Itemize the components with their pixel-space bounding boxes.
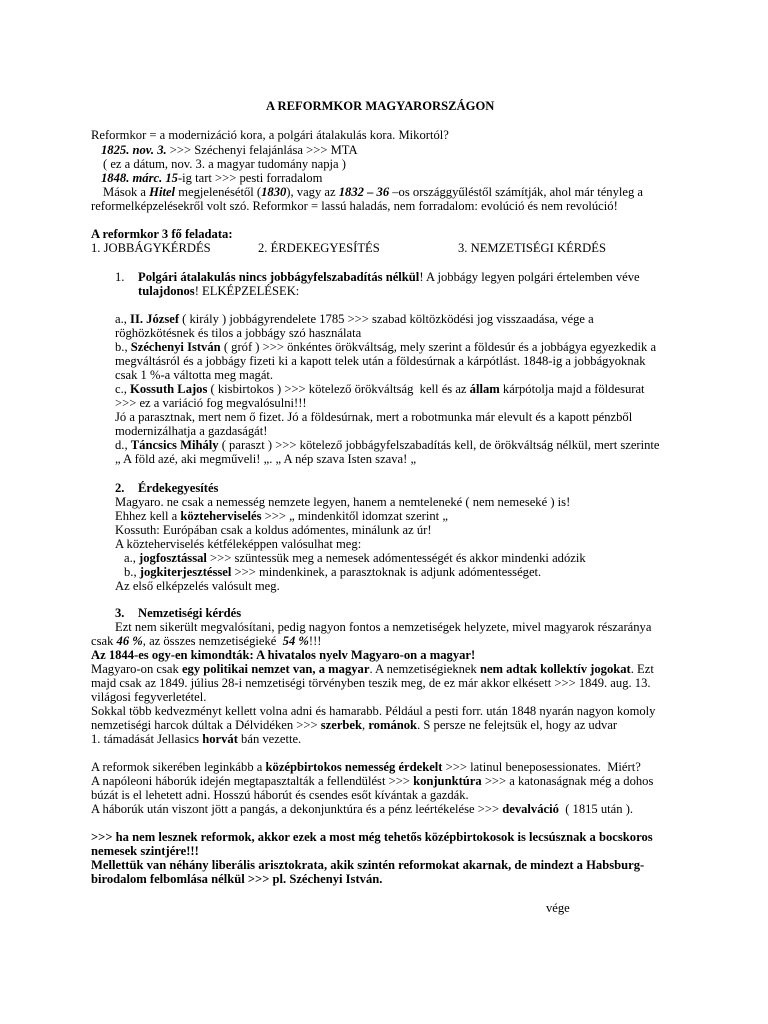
s1-a-rest: ( király ) jobbágyrendelete 1785 >>> szabad költözködési jog visszaadása, vége a [179,312,594,326]
s1-c-line-4: modernizálhatja a gazdaságát! [115,424,268,438]
s1-a-line-2: röghözkötésnek és tilos a jobbágy szó használata [115,326,362,340]
s1-d-name: Táncsics Mihály [130,438,219,452]
s1-c-rest: kárpótolja majd a földesurat [499,382,645,396]
closing-line-2: nemesek szintjére!!! [91,844,199,858]
s4-line-4 [91,802,633,817]
s3-line-1: Ezt nem sikerült megvalósítani, pedig nagyon fontos a nemzetiségek helyzete, mivel magyarok részaránya [115,620,652,634]
s3-line-8 [91,718,617,733]
s1-d-line-2: „ A föld azé, aki megműveli! „. „ A nép szava Isten szava! „ [115,452,417,466]
s3-l2-b: , az összes nemzetiségieké [142,634,283,648]
intro-line-4 [101,171,322,186]
s2-jogfosztassal: jogfosztással [139,551,207,565]
s2-line-7: Az első elképzelés valósult meg. [115,579,280,593]
s4-l1-bold: középbirtokos nemesség érdekelt [265,760,443,774]
s3-l4-bold-1: egy politikai nemzet van, a magyar [181,662,370,676]
intro-line-5 [103,185,643,200]
s1-line-2-rest: ! ELKÉPZELÉSEK: [194,284,300,298]
s1-c-allam: állam [469,382,500,396]
s3-line-6: világosi fegyverletétel. [91,690,207,704]
s1-a-prefix: a., [115,312,131,326]
s1-b-line-3: csak 1 %-a váltotta meg magát. [115,368,274,382]
intro-l5-a: Mások a [103,185,150,199]
s1-number: 1. [115,270,125,284]
s4-l4-a: A háborúk után viszont jött a pangás, a dekonjunktúra és a pénz leértékelése >>> [91,802,503,816]
tasks-heading: A reformkor 3 fő feladata: [91,227,233,241]
intro-l5-d: –os országgyűléstől számítják, ahol már tényleg a [389,185,644,199]
s2-l2-rest: >>> „ mindenkitől idomzat szerint „ [261,509,448,523]
s2-heading: Érdekegyesítés [138,481,219,495]
s1-b-rest: ( gróf ) >>> önkéntes örökváltság, mely szerint a földesúr és a jobbágya egyezkedik a [220,340,657,354]
s3-horvat: horvát [202,732,238,746]
s2-line-2 [115,509,448,524]
intro-line-6: reformelképzelésekről volt szó. Reformkor = lassú haladás, nem forradalom: evolúció és nem revolúció! [91,199,618,213]
s1-heading-bold: Polgári átalakulás nincs jobbágyfelszabadítás nélkül [138,270,420,284]
intro-span-1832: 1832 – 36 [338,185,390,199]
page-title: A REFORMKOR MAGYARORSZÁGON [266,99,495,113]
s1-line-1-rest: ! A jobbágy legyen polgári értelemben véve [419,270,640,284]
s3-line-3: Az 1844-es ogy-en kimondták: A hivatalos nyelv Magyaro-on a magyar! [91,648,476,662]
s3-l8-c: , [362,718,369,732]
task-3: 3. NEMZETISÉGI KÉRDÉS [458,241,606,255]
s4-konjunktura: konjunktúra [413,774,482,788]
s2-jogkiterjesztessel: jogkiterjesztéssel [139,565,232,579]
s1-c-line-1 [115,382,645,397]
s3-romanok: románok [368,718,418,732]
s2-l2-prefix: Ehhez kell a [115,509,181,523]
s4-l1-a: A reformok sikerében leginkább a [91,760,266,774]
end-label: vége [546,901,570,915]
s1-c-prefix: c., [115,382,131,396]
s1-b-line-1 [115,340,656,355]
intro-hitel: Hitel [149,185,176,199]
task-1: 1. JOBBÁGYKÉRDÉS [91,241,211,255]
s1-line-1 [138,270,640,285]
s3-l8-a: nemzetiségi harcok dúltak a Délvidéken >>> [91,718,321,732]
s2-line-3: Kossuth: Európában csak a koldus adómentes, minálunk az úr! [115,523,432,537]
s2-number: 2. [115,481,125,495]
s2-line-4: A közteherviselés kétféleképpen valósulhat meg: [115,537,362,551]
intro-year-1830: 1830 [261,185,287,199]
s2-b-prefix: b., [124,565,140,579]
s1-d-line-1 [115,438,660,453]
s4-l2-c: >>> a katonaságnak még a dohos [481,774,654,788]
s2-a-prefix: a., [124,551,140,565]
s2-b-rest: >>> mindenkinek, a parasztoknak is adjunk adómentességet. [231,565,542,579]
s3-line-2 [91,634,321,649]
s3-line-9 [91,732,301,747]
s3-l9-c: bán vezette. [237,732,302,746]
s3-l4-d: . Ezt [630,662,654,676]
s4-l2-a: A napóleoni háborúk idején megtapasztalták a fellendülést >>> [91,774,414,788]
s3-szerbek: szerbek [320,718,363,732]
closing-line-3: Mellettük van néhány liberális arisztokrata, akik szintén reformokat akarnak, de mindezt a Habsburg- [91,858,645,872]
s3-l2-c: !!! [308,634,322,648]
s1-a-line-1 [115,312,594,327]
s1-c-line-2: >>> ez a variáció fog megvalósulni!!! [115,396,307,410]
s1-a-name: II. József [130,312,180,326]
s2-a-rest: >>> szüntessük meg a nemesek adómentességét és akkor mindenki adózik [206,551,586,565]
s1-tulajdonos: tulajdonos [138,284,195,298]
closing-line-4: birodalom felbomlása nélkül >>> pl. Széchenyi István. [91,872,383,886]
intro-date-1825: 1825. nov. 3. [101,143,167,157]
s3-l4-bold-2: nem adtak kollektív jogokat [479,662,631,676]
s4-line-2 [91,774,653,789]
s3-line-5: majd csak az 1849. július 28-i nemzetiségi törvényben teszik meg, de ez már akkor elkésett >>> 1849. aug. 13. [91,676,651,690]
s1-b-name: Széchenyi István [130,340,221,354]
s3-l8-d: . S persze ne felejtsük el, hogy az udvar [417,718,618,732]
s3-heading: Nemzetiségi kérdés [138,606,242,620]
s3-l9-a: 1. támadását Jellasics [91,732,203,746]
s3-line-7: Sokkal több kedvezményt kellett volna adni és hamarabb. Például a pesti forr. után 1848 nyarán nagyon komoly [91,704,656,718]
s3-line-4 [91,662,654,677]
s4-l4-c: ( 1815 után ). [558,802,634,816]
s2-b-line [124,565,541,580]
closing-line-1: >>> ha nem lesznek reformok, akkor ezek a most még tehetős középbirtokosok is lecsúsznak a bocskoros [91,830,653,844]
intro-line-2-text: >>> Széchenyi felajánlása >>> MTA [166,143,358,157]
s1-b-line-2: megváltásról és a jobbágy fizeti ki a kapott telek után a földesúrnak a kárpótlást. 1848-ig a jobbágyoknak [115,354,646,368]
s3-l4-a: Magyaro-on csak [91,662,182,676]
s4-line-3: búzát is el lehetett adni. Hosszú háborút és csendes esőt kívántak a gazdák. [91,788,469,802]
intro-line-3: ( ez a dátum, nov. 3. a magyar tudomány napja ) [103,157,346,171]
s3-number: 3. [115,606,125,620]
s1-b-prefix: b., [115,340,131,354]
s3-l2-a: csak [91,634,117,648]
intro-l5-b: megjelenésétől ( [175,185,262,199]
intro-line-4-text: -ig tart >>> pesti forradalom [177,171,323,185]
s1-c-mid: ( kisbirtokos ) >>> kötelező örökváltság kell és az [207,382,470,396]
s4-l1-c: >>> latinul beneposessionates. Miért? [442,760,641,774]
intro-line-2 [101,143,358,158]
s4-line-1 [91,760,641,775]
s1-c-line-3: Jó a parasztnak, mert nem ő fizet. Jó a földesúrnak, mert a robotmunka már elevult és a kapott pénzből [115,410,633,424]
s2-a-line [124,551,586,566]
s2-line-1: Magyaro. ne csak a nemesség nemzete legyen, hanem a nemteleneké ( nem nemeseké ) is! [115,495,571,509]
s3-pct-46: 46 % [116,634,143,648]
intro-l5-c: ), vagy az [286,185,339,199]
intro-date-1848: 1848. márc. 15 [101,171,178,185]
intro-line-1: Reformkor = a modernizáció kora, a polgári átalakulás kora. Mikortól? [91,128,449,142]
s3-pct-54: 54 % [282,634,309,648]
s1-line-2 [138,284,299,299]
s1-c-name: Kossuth Lajos [130,382,208,396]
s1-d-prefix: d., [115,438,131,452]
s3-l4-c: . A nemzetiségieknek [369,662,480,676]
task-2: 2. ÉRDEKEGYESÍTÉS [258,241,380,255]
s4-devalvacio: devalváció [502,802,559,816]
s2-kozteherviseles: közteherviselés [180,509,262,523]
s1-d-rest: ( paraszt ) >>> kötelező jobbágyfelszabadítás kell, de örökváltság nélkül, mert szerinte [218,438,660,452]
